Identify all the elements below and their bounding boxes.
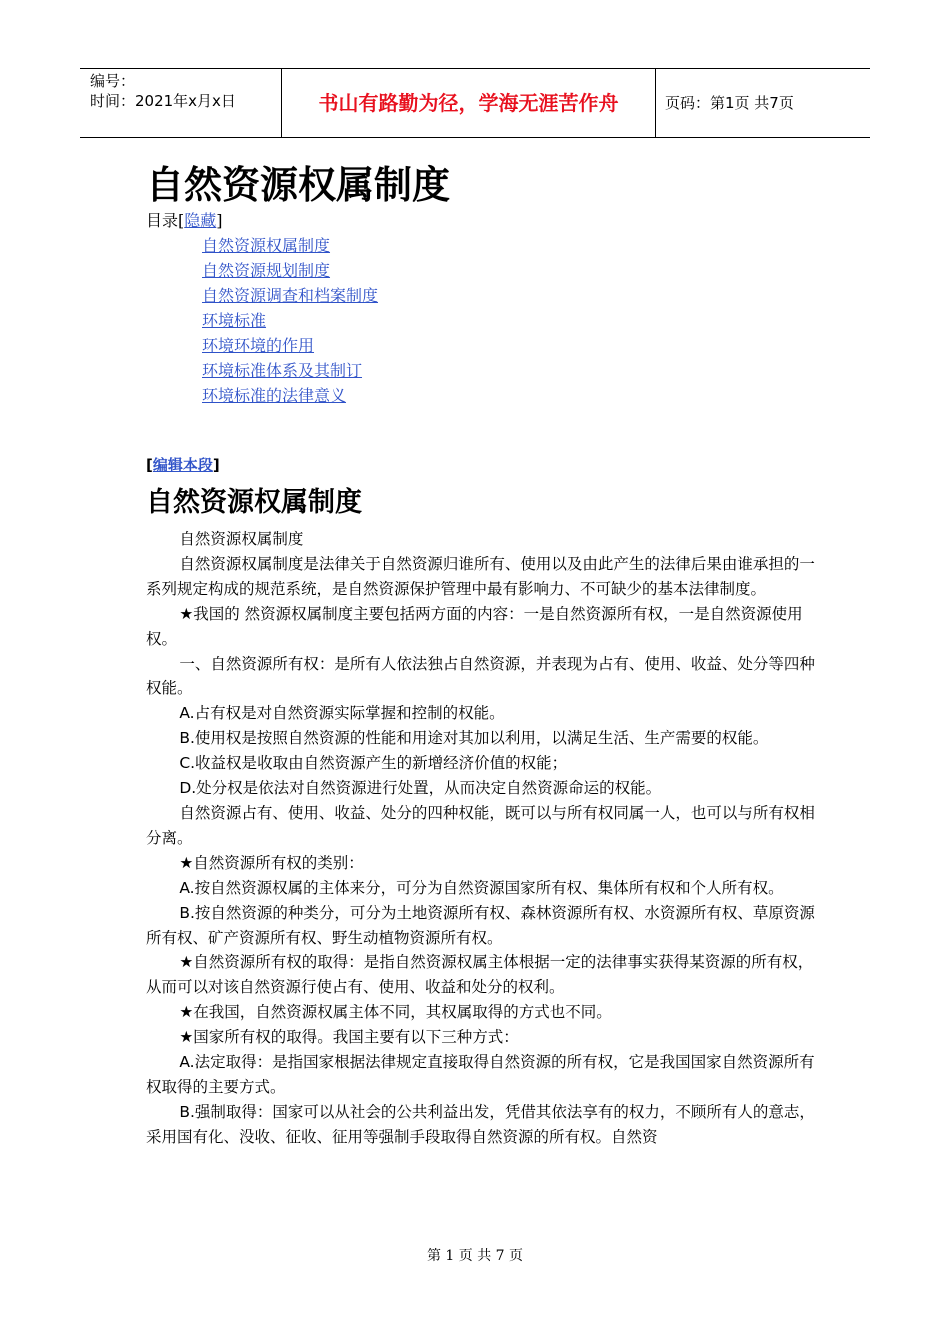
paragraph: D.处分权是依法对自然资源进行处置，从而决定自然资源命运的权能。 (179, 779, 662, 798)
paragraph: ★自然资源所有权的取得：是指自然资源权属主体根据一定的法律事实获得某资源的所有权，从而可以对该自然资源行使占有、使用、收益和处分的权利。 (146, 953, 814, 997)
edit-section (146, 454, 220, 476)
page-footer: 第 1 页 共 7 页 (426, 1248, 524, 1264)
toc-item (202, 260, 378, 285)
toc-item (202, 285, 378, 310)
paragraph: 自然资源占有、使用、收益、处分的四种权能，既可以与所有权同属一人，也可以与所有权相分离。 (146, 803, 815, 847)
edit-section-link[interactable]: 编辑本段 (152, 456, 213, 474)
paragraph: B.使用权是按照自然资源的性能和用途对其加以利用，以满足生活、生产需要的权能。 (179, 729, 769, 748)
paragraph: ★在我国，自然资源权属主体不同，其权属取得的方式也不同。 (179, 1003, 612, 1022)
toc-link[interactable]: 自然资源权属制度 (202, 236, 331, 255)
toc-item (202, 360, 378, 385)
paragraph: B.强制取得：国家可以从社会的公共利益出发，凭借其依法享有的权力，不顾所有人的意志，采用国有化、没收、征收、征用等强制手段取得自然资源的所有权。自然资 (146, 1102, 815, 1146)
paragraph: B.按自然资源的种类分，可分为土地资源所有权、森林资源所有权、水资源所有权、草原资源所有权、矿产资源所有权、野生动植物资源所有权。 (146, 903, 815, 947)
paragraph: A.占有权是对自然资源实际掌握和控制的权能。 (179, 704, 505, 723)
paragraph: 自然资源权属制度是法律关于自然资源归谁所有、使用以及由此产生的法律后果由谁承担的一系列规定构成的规范系统，是自然资源保护管理中最有影响力、不可缺少的基本法律制度。 (146, 554, 815, 598)
paragraph: 一、自然资源所有权：是所有人依法独占自然资源，并表现为占有、使用、收益、处分等四种权能。 (146, 654, 815, 698)
paragraph: ★自然资源所有权的类别： (179, 853, 364, 872)
section-title: 自然资源权属制度 (146, 487, 362, 518)
header-meta (80, 69, 282, 137)
body-text (146, 527, 818, 1150)
document-title: 自然资源权属制度 (146, 162, 451, 207)
edit-open-bracket: [ (146, 456, 153, 474)
toc-link[interactable]: 环境标准的法律意义 (202, 386, 347, 405)
paragraph: 自然资源权属制度 (179, 530, 304, 548)
toc-link[interactable]: 环境环境的作用 (202, 336, 315, 355)
toc-close-bracket: ] (216, 211, 223, 230)
paragraph: C.收益权是收取由自然资源产生的新增经济价值的权能； (179, 754, 568, 773)
paragraph: ★国家所有权的取得。我国主要有以下三种方式： (179, 1028, 519, 1047)
toc-item (202, 385, 378, 410)
toc-link[interactable]: 自然资源规划制度 (202, 261, 331, 280)
number-label: 编号： (90, 72, 136, 90)
header-page-info: 页码：第1页 共7页 (665, 94, 794, 112)
toc-item (202, 235, 378, 260)
toc-label: 目录[ (146, 211, 185, 230)
page-header (80, 68, 870, 138)
header-motto: 书山有路勤为径，学海无涯苦作舟 (282, 69, 656, 137)
toc-link[interactable]: 环境标准体系及其制订 (202, 361, 363, 380)
toc-hide-link[interactable]: 隐藏 (184, 211, 217, 230)
edit-close-bracket: ] (212, 456, 220, 474)
toc-link[interactable]: 自然资源调查和档案制度 (202, 286, 379, 305)
paragraph: ★我国的 然资源权属制度主要包括两方面的内容：一是自然资源所有权，一是自然资源使用权。 (146, 604, 803, 648)
time-label: 时间：2021年x月x日 (90, 92, 236, 110)
toc-item (202, 335, 378, 360)
table-of-contents (202, 235, 378, 410)
paragraph: A.按自然资源权属的主体来分，可分为自然资源国家所有权、集体所有权和个人所有权。 (179, 878, 784, 897)
toc-item (202, 310, 378, 335)
toc-heading (146, 210, 223, 232)
toc-link[interactable]: 环境标准 (202, 311, 267, 330)
paragraph: A.法定取得：是指国家根据法律规定直接取得自然资源的所有权，它是我国国家自然资源所有权取得的主要方式。 (146, 1053, 815, 1096)
